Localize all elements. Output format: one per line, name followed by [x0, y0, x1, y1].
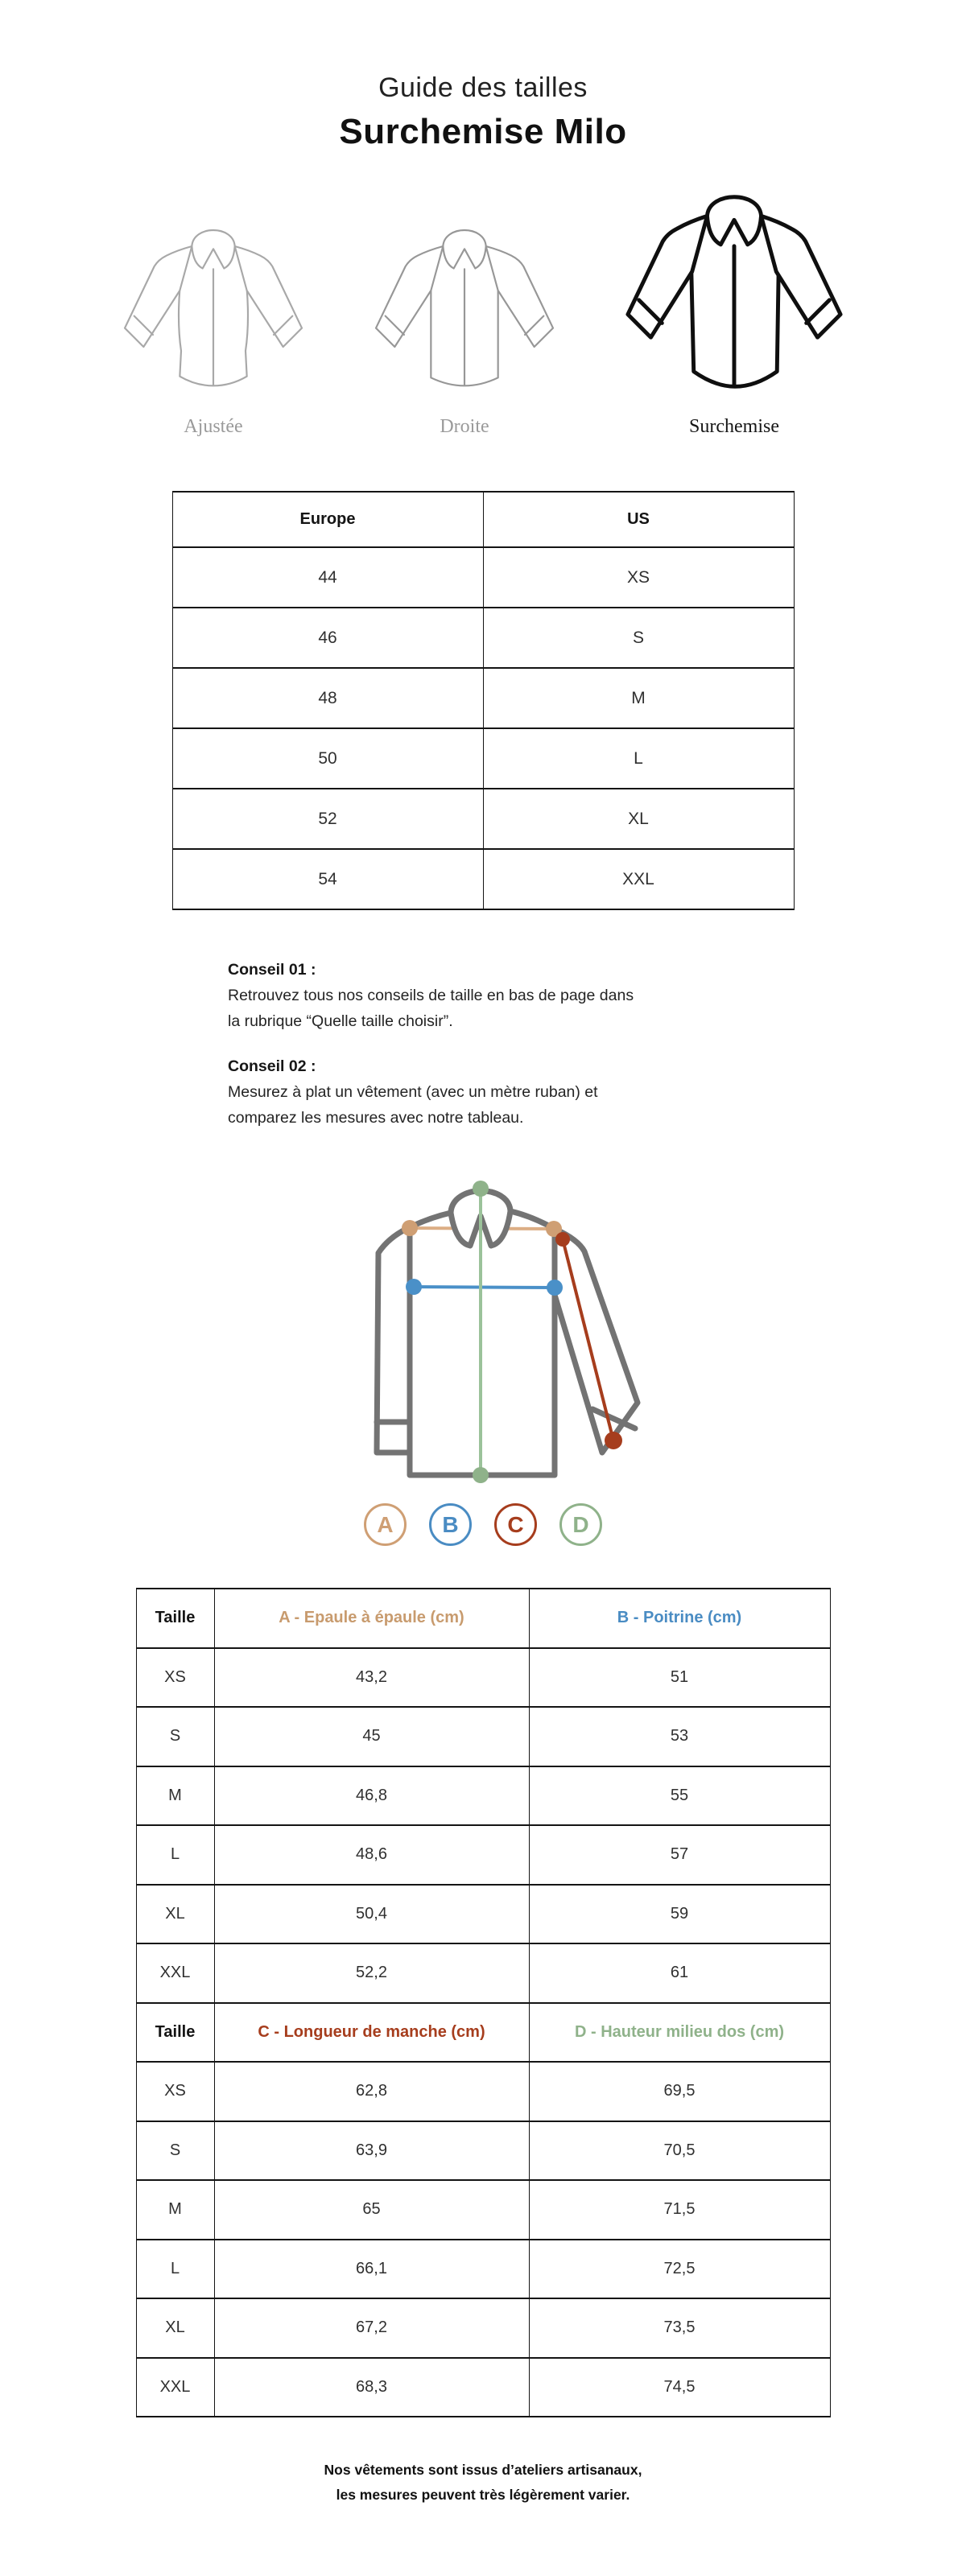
table-row: [136, 2062, 830, 2121]
page-subtitle: Guide des tailles: [378, 72, 588, 103]
value-cell: 71,5: [529, 2180, 830, 2240]
us-size-cell: XXL: [483, 849, 794, 909]
column-header-europe: Europe: [172, 492, 483, 547]
size-cell: XS: [136, 1648, 214, 1708]
fit-options: [0, 183, 966, 438]
eu-size-cell: 46: [172, 608, 483, 668]
value-cell: 43,2: [214, 1648, 529, 1708]
value-cell: 45: [214, 1707, 529, 1766]
value-cell: 67,2: [214, 2298, 529, 2358]
size-cell: XXL: [136, 1943, 214, 2003]
size-cell: XL: [136, 2298, 214, 2358]
column-header-us: US: [483, 492, 794, 547]
table-row: [136, 2298, 830, 2358]
table-row: [172, 849, 794, 909]
overshirt-icon: [615, 183, 853, 405]
artisanal-note-line2: les mesures peuvent très légèrement varier.: [336, 2487, 630, 2503]
fit-option-droite: [364, 216, 565, 438]
fit-option-ajustee: [113, 216, 314, 438]
size-cell: L: [136, 2240, 214, 2299]
value-cell: 51: [529, 1648, 830, 1708]
fit-label: Droite: [440, 416, 489, 437]
column-header-taille: Taille: [136, 1589, 214, 1648]
eu-size-cell: 52: [172, 789, 483, 849]
value-cell: 57: [529, 1825, 830, 1885]
section-1-header-row: [136, 1589, 830, 1648]
section-2-header-row: [136, 2003, 830, 2063]
tip-2: [228, 1053, 743, 1131]
table-row: [136, 2240, 830, 2299]
artisanal-note-line1: Nos vêtements sont issus d’ateliers artisanaux,: [324, 2462, 642, 2478]
fit-option-surchemise: [615, 183, 853, 438]
value-cell: 48,6: [214, 1825, 529, 1885]
table-row: [136, 1825, 830, 1885]
table-row: [136, 2180, 830, 2240]
size-cell: M: [136, 2180, 214, 2240]
size-cell: XS: [136, 2062, 214, 2121]
value-cell: 62,8: [214, 2062, 529, 2121]
tip-1: [228, 957, 743, 1034]
size-cell: M: [136, 1766, 214, 1826]
table-row: [136, 1648, 830, 1708]
value-cell: 55: [529, 1766, 830, 1826]
value-cell: 72,5: [529, 2240, 830, 2299]
table-row: [172, 789, 794, 849]
badge-c: C: [494, 1503, 537, 1546]
fit-label: Surchemise: [689, 416, 779, 437]
value-cell: 74,5: [529, 2358, 830, 2417]
advice-section: [228, 957, 743, 1131]
table-row: [172, 728, 794, 789]
table-row: [136, 1707, 830, 1766]
us-size-cell: S: [483, 608, 794, 668]
value-cell: 61: [529, 1943, 830, 2003]
value-cell: 66,1: [214, 2240, 529, 2299]
column-header-sleeve: C - Longueur de manche (cm): [214, 2003, 529, 2063]
straight-shirt-icon: [364, 216, 565, 405]
us-size-cell: L: [483, 728, 794, 789]
column-header-shoulder: A - Epaule à épaule (cm): [214, 1589, 529, 1648]
measurements-table: [136, 1588, 831, 2417]
column-header-chest: B - Poitrine (cm): [529, 1589, 830, 1648]
table-row: [172, 668, 794, 728]
table-row: [172, 608, 794, 668]
badge-a: A: [364, 1503, 407, 1546]
eu-size-cell: 44: [172, 547, 483, 608]
value-cell: 52,2: [214, 1943, 529, 2003]
size-cell: S: [136, 1707, 214, 1766]
value-cell: 70,5: [529, 2121, 830, 2181]
tip-2-text: Mesurez à plat un vêtement (avec un mètre ruban) et comparez les mesures avec notre tableau.: [228, 1083, 598, 1127]
measured-shirt-illustration: [320, 1163, 646, 1485]
size-cell: XXL: [136, 2358, 214, 2417]
value-cell: 69,5: [529, 2062, 830, 2121]
eu-us-size-table: [172, 491, 795, 910]
badge-d: D: [559, 1503, 602, 1546]
value-cell: 53: [529, 1707, 830, 1766]
tip-1-text: Retrouvez tous nos conseils de taille en bas de page dans la rubrique “Quelle taille choisir”.: [228, 987, 634, 1030]
value-cell: 73,5: [529, 2298, 830, 2358]
value-cell: 65: [214, 2180, 529, 2240]
eu-size-cell: 54: [172, 849, 483, 909]
table-row: [136, 2358, 830, 2417]
value-cell: 59: [529, 1885, 830, 1944]
us-size-cell: M: [483, 668, 794, 728]
table-header-row: [172, 492, 794, 547]
tip-1-label: Conseil 01 :: [228, 961, 316, 979]
eu-size-cell: 48: [172, 668, 483, 728]
table-row: [172, 547, 794, 608]
us-size-cell: XL: [483, 789, 794, 849]
us-size-cell: XS: [483, 547, 794, 608]
column-header-back: D - Hauteur milieu dos (cm): [529, 2003, 830, 2063]
badge-b: B: [429, 1503, 472, 1546]
tip-2-label: Conseil 02 :: [228, 1057, 316, 1075]
column-header-taille: Taille: [136, 2003, 214, 2063]
value-cell: 63,9: [214, 2121, 529, 2181]
measure-badges: [0, 1503, 966, 1546]
page-title: Surchemise Milo: [339, 112, 627, 151]
value-cell: 68,3: [214, 2358, 529, 2417]
eu-size-cell: 50: [172, 728, 483, 789]
value-cell: 46,8: [214, 1766, 529, 1826]
table-row: [136, 2121, 830, 2181]
table-row: [136, 1766, 830, 1826]
value-cell: 50,4: [214, 1885, 529, 1944]
size-cell: XL: [136, 1885, 214, 1944]
table-row: [136, 1943, 830, 2003]
table-row: [136, 1885, 830, 1944]
fitted-shirt-icon: [113, 216, 314, 405]
size-cell: L: [136, 1825, 214, 1885]
fit-label: Ajustée: [184, 416, 243, 437]
page-header: [0, 0, 966, 152]
size-cell: S: [136, 2121, 214, 2181]
artisanal-note: [0, 2458, 966, 2508]
measurement-diagram: [0, 1163, 966, 1546]
